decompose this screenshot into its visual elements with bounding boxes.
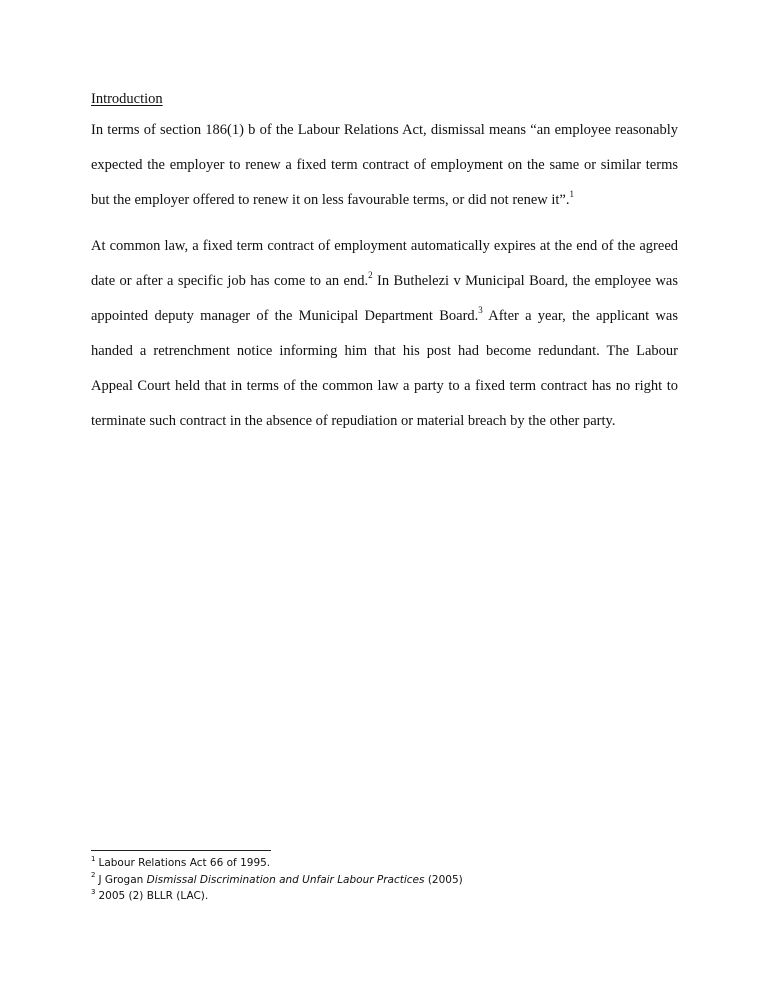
footnote-book-title: Dismissal Discrimination and Unfair Labour Practices	[146, 873, 425, 886]
paragraph-2-text-a: At common law, a fixed term contract of employment automatically expires at the end of the agreed date or after a specific job has come to an end.	[91, 238, 678, 289]
footnote-year: (2005)	[424, 873, 463, 886]
footnote-separator	[91, 850, 271, 851]
footnote-ref-3[interactable]: 3	[478, 305, 483, 316]
footnote-author: J Grogan	[98, 873, 147, 886]
paragraph-1-text: In terms of section 186(1) b of the Labour Relations Act, dismissal means “an employee reasonably expected the employer to renew a fixed term contract of employment on the same or similar terms but the employer offered to renew it on less favourable terms, or did not renew it”.	[91, 122, 678, 208]
paragraph-1	[91, 113, 678, 218]
footnote-2	[91, 872, 691, 889]
footnote-3	[91, 888, 691, 905]
footnote-number: 1	[91, 854, 96, 863]
paragraph-2	[91, 229, 678, 439]
footnotes	[91, 855, 691, 905]
paragraph-2-text-c: After a year, the applicant was handed a retrenchment notice informing him that his post had become redundant. The Labour Appeal Court held that in terms of the common law a party to a fixed term contract has no right to terminate such contract in the absence of repudiation or material breach by the other party.	[91, 308, 678, 429]
footnote-number: 3	[91, 887, 96, 896]
section-heading: Introduction	[91, 91, 163, 107]
footnote-text: Labour Relations Act 66 of 1995.	[98, 857, 271, 869]
footnote-1	[91, 855, 691, 872]
footnote-ref-2[interactable]: 2	[368, 270, 373, 281]
paragraph-2-text-b: In Buthelezi v Municipal Board, the employee was appointed deputy manager of the Municipal Department Board.	[91, 273, 679, 324]
footnote-ref-1[interactable]: 1	[569, 189, 574, 200]
footnote-number: 2	[91, 871, 96, 879]
footnote-text: 2005 (2) BLLR (LAC).	[98, 890, 209, 902]
